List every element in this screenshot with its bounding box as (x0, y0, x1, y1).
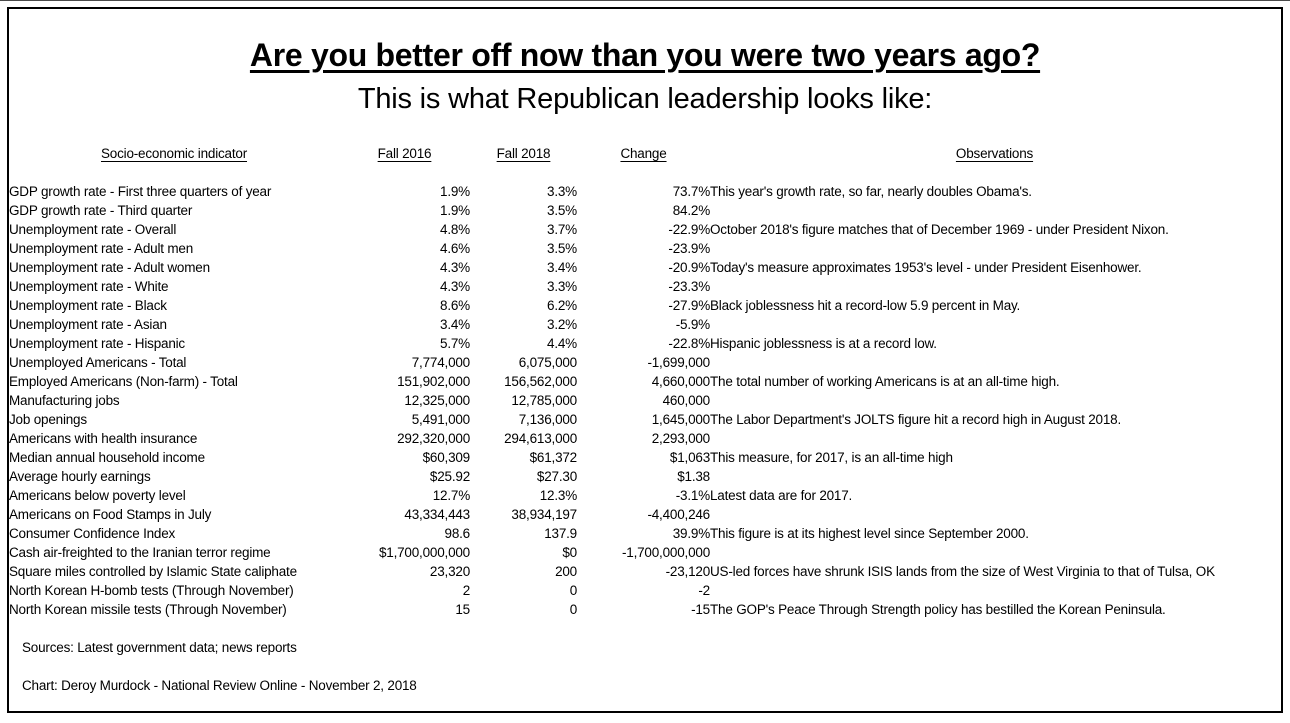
change-cell: 84.2% (672, 203, 710, 218)
fall-2016-cell: 15 (455, 602, 470, 617)
fall-2018-cell: 3.3% (547, 279, 577, 294)
observation-cell (710, 581, 1279, 600)
observation-cell (710, 543, 1279, 562)
observation-cell: The GOP's Peace Through Strength policy has bestilled the Korean Peninsula. (710, 602, 1166, 617)
fall-2018-cell: 3.5% (547, 203, 577, 218)
fall-2016-cell: $60,309 (422, 450, 470, 465)
fall-2016-cell: 292,320,000 (397, 431, 470, 446)
indicator-cell: North Korean H-bomb tests (Through November) (9, 583, 294, 598)
change-cell: -23,120 (665, 564, 710, 579)
fall-2016-cell: 3.4% (440, 317, 470, 332)
fall-2016-cell: 23,320 (429, 564, 470, 579)
table-row (9, 543, 1279, 562)
fall-2016-cell: 5.7% (440, 336, 470, 351)
fall-2016-cell: 1.9% (440, 203, 470, 218)
indicator-cell: Unemployment rate - Asian (9, 317, 167, 332)
table-row (9, 296, 1279, 315)
fall-2018-cell: 294,613,000 (504, 431, 577, 446)
indicator-cell: Unemployment rate - Adult men (9, 241, 194, 256)
indicator-cell: Employed Americans (Non-farm) - Total (9, 374, 238, 389)
observation-cell (710, 353, 1279, 372)
table-row (9, 562, 1279, 581)
table-row (9, 277, 1279, 296)
fall-2016-cell: 12.7% (432, 488, 470, 503)
fall-2016-cell: 2 (462, 583, 470, 598)
fall-2016-cell: 1.9% (440, 184, 470, 199)
observation-cell: The Labor Department's JOLTS figure hit a record high in August 2018. (710, 412, 1122, 427)
observation-cell: This year's growth rate, so far, nearly doubles Obama's. (710, 184, 1032, 199)
indicator-cell: GDP growth rate - First three quarters of year (9, 184, 272, 199)
observation-cell: Hispanic joblessness is at a record low. (710, 336, 937, 351)
fall-2018-cell: 156,562,000 (504, 374, 577, 389)
indicator-cell: Unemployment rate - White (9, 279, 169, 294)
table-header (9, 144, 1279, 182)
observation-cell: The total number of working Americans is at an all-time high. (710, 374, 1060, 389)
change-cell: -23.9% (668, 241, 710, 256)
change-cell: 460,000 (662, 393, 710, 408)
observation-cell (710, 239, 1279, 258)
observation-cell (710, 429, 1279, 448)
chart-frame (7, 7, 1283, 713)
table-row (9, 429, 1279, 448)
observation-cell (710, 201, 1279, 220)
chart-subtitle: This is what Republican leadership looks like: (357, 83, 933, 115)
fall-2018-cell: 12.3% (539, 488, 577, 503)
observation-cell (710, 315, 1279, 334)
change-cell: -22.9% (668, 222, 710, 237)
fall-2018-cell: $0 (562, 545, 577, 560)
change-cell: 2,293,000 (651, 431, 710, 446)
fall-2016-cell: 151,902,000 (397, 374, 470, 389)
fall-2016-cell: $1,700,000,000 (378, 545, 470, 560)
chart-credit: Chart: Deroy Murdock - National Review Online - November 2, 2018 (22, 678, 417, 693)
observation-cell: This measure, for 2017, is an all-time high (710, 450, 953, 465)
change-cell: $1.38 (677, 469, 710, 484)
change-cell: -27.9% (668, 298, 710, 313)
fall-2018-cell: $61,372 (529, 450, 577, 465)
column-header-fall-2018: Fall 2018 (496, 146, 551, 161)
table-row (9, 600, 1279, 619)
change-cell: 73.7% (672, 184, 710, 199)
fall-2016-cell: 4.6% (440, 241, 470, 256)
fall-2018-cell: 12,785,000 (511, 393, 577, 408)
fall-2018-cell: 3.4% (547, 260, 577, 275)
table-row (9, 353, 1279, 372)
change-cell: -2 (698, 583, 710, 598)
observation-cell: Today's measure approximates 1953's level - under President Eisenhower. (710, 260, 1142, 275)
change-cell: -15 (691, 602, 710, 617)
indicator-cell: Median annual household income (9, 450, 205, 465)
chart-title: Are you better off now than you were two years ago? (249, 37, 1041, 73)
fall-2018-cell: 0 (569, 583, 577, 598)
fall-2018-cell: 6,075,000 (518, 355, 577, 370)
indicator-cell: Unemployment rate - Hispanic (9, 336, 185, 351)
change-cell: -3.1% (675, 488, 710, 503)
column-header-indicator: Socio-economic indicator (100, 146, 248, 161)
fall-2018-cell: 137.9 (544, 526, 577, 541)
indicator-cell: Unemployment rate - Adult women (9, 260, 210, 275)
table-row (9, 258, 1279, 277)
table-row (9, 467, 1279, 486)
column-header-fall-2016: Fall 2016 (377, 146, 432, 161)
table-row (9, 524, 1279, 543)
table-row (9, 486, 1279, 505)
fall-2018-cell: 38,934,197 (511, 507, 577, 522)
indicator-cell: Americans below poverty level (9, 488, 186, 503)
header-row (9, 144, 1279, 163)
change-cell: 4,660,000 (651, 374, 710, 389)
indicator-cell: Unemployment rate - Overall (9, 222, 177, 237)
table-row (9, 581, 1279, 600)
indicator-cell: Square miles controlled by Islamic State caliphate (9, 564, 297, 579)
table-row (9, 334, 1279, 353)
observation-cell (710, 391, 1279, 410)
change-cell: 1,645,000 (651, 412, 710, 427)
fall-2018-cell: 200 (555, 564, 577, 579)
observation-cell (710, 467, 1279, 486)
indicator-cell: Manufacturing jobs (9, 393, 120, 408)
spacer-row (9, 163, 1279, 182)
table-row (9, 410, 1279, 429)
table-row (9, 315, 1279, 334)
fall-2016-cell: 12,325,000 (404, 393, 470, 408)
table-row (9, 448, 1279, 467)
change-cell: -23.3% (668, 279, 710, 294)
fall-2016-cell: 4.8% (440, 222, 470, 237)
table-row (9, 239, 1279, 258)
table-body (9, 182, 1279, 619)
change-cell: 39.9% (672, 526, 710, 541)
fall-2018-cell: 3.3% (547, 184, 577, 199)
column-header-change: Change (620, 146, 667, 161)
observation-cell: US-led forces have shrunk ISIS lands from the size of West Virginia to that of Tulsa, OK (710, 564, 1215, 579)
fall-2018-cell: 3.2% (547, 317, 577, 332)
change-cell: -22.8% (668, 336, 710, 351)
fall-2018-cell: 4.4% (547, 336, 577, 351)
indicator-cell: Job openings (9, 412, 87, 427)
indicators-table (9, 144, 1279, 619)
fall-2018-cell: 3.5% (547, 241, 577, 256)
observation-cell: Latest data are for 2017. (710, 488, 853, 503)
table-row (9, 505, 1279, 524)
indicator-cell: Unemployed Americans - Total (9, 355, 187, 370)
fall-2018-cell: 7,136,000 (518, 412, 577, 427)
table-row (9, 220, 1279, 239)
indicator-cell: Americans on Food Stamps in July (9, 507, 212, 522)
change-cell: -20.9% (668, 260, 710, 275)
observation-cell (710, 277, 1279, 296)
image-top-edge-line (0, 0, 1290, 1)
table-row (9, 391, 1279, 410)
fall-2018-cell: $27.30 (536, 469, 577, 484)
change-cell: -1,699,000 (647, 355, 710, 370)
fall-2018-cell: 0 (569, 602, 577, 617)
observation-cell: This figure is at its highest level since September 2000. (710, 526, 1029, 541)
change-cell: -4,400,246 (647, 507, 710, 522)
change-cell: $1,063 (669, 450, 710, 465)
fall-2016-cell: 4.3% (440, 279, 470, 294)
fall-2016-cell: 98.6 (444, 526, 470, 541)
fall-2016-cell: $25.92 (429, 469, 470, 484)
sources-note: Sources: Latest government data; news reports (22, 640, 297, 655)
fall-2018-cell: 3.7% (547, 222, 577, 237)
table-row (9, 201, 1279, 220)
indicator-cell: GDP growth rate - Third quarter (9, 203, 193, 218)
table-row (9, 182, 1279, 201)
table-row (9, 372, 1279, 391)
indicator-cell: Americans with health insurance (9, 431, 198, 446)
fall-2016-cell: 7,774,000 (411, 355, 470, 370)
observation-cell: October 2018's figure matches that of December 1969 - under President Nixon. (710, 222, 1169, 237)
fall-2016-cell: 5,491,000 (411, 412, 470, 427)
indicator-cell: Average hourly earnings (9, 469, 151, 484)
change-cell: -5.9% (675, 317, 710, 332)
fall-2016-cell: 8.6% (440, 298, 470, 313)
observation-cell (710, 505, 1279, 524)
fall-2016-cell: 4.3% (440, 260, 470, 275)
fall-2018-cell: 6.2% (547, 298, 577, 313)
column-header-observations: Observations (955, 146, 1034, 161)
indicator-cell: Consumer Confidence Index (9, 526, 176, 541)
indicator-cell: North Korean missile tests (Through November) (9, 602, 287, 617)
observation-cell: Black joblessness hit a record-low 5.9 percent in May. (710, 298, 1021, 313)
fall-2016-cell: 43,334,443 (404, 507, 470, 522)
change-cell: -1,700,000,000 (621, 545, 710, 560)
indicator-cell: Unemployment rate - Black (9, 298, 167, 313)
indicator-cell: Cash air-freighted to the Iranian terror regime (9, 545, 271, 560)
